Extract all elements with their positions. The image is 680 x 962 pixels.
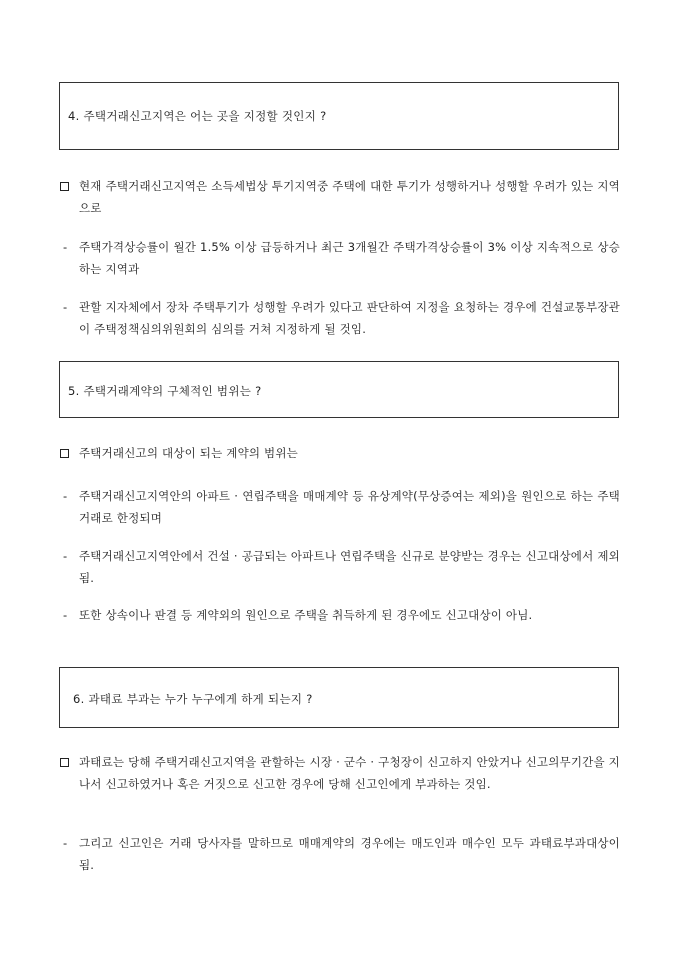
main-paragraph-5: 주택거래신고의 대상이 되는 계약의 범위는 [79, 446, 298, 460]
question-title-6: 6. 과태료 부과는 누가 누구에게 하게 되는지 ? [73, 692, 313, 706]
main-paragraph-4: 현재 주택거래신고지역은 소득세법상 투기지역중 주택에 대한 투기가 성행하거나 성행할 우려가 있는 지역으로 [79, 179, 620, 215]
dash-bullet: - [63, 489, 68, 503]
sub-paragraph-4-1: 주택가격상승률이 월간 1.5% 이상 급등하거나 최근 3개월간 주택가격상승률이 3% 이상 지속적으로 상승하는 지역과 [79, 240, 620, 276]
dash-bullet: - [63, 240, 68, 254]
sub-paragraph-5-3: 또한 상속이나 판결 등 계약외의 원인으로 주택을 취득하게 된 경우에도 신고대상이 아님. [79, 608, 533, 622]
sub-paragraph-5-1: 주택거래신고지역안의 아파트 · 연립주택을 매매계약 등 유상계약(무상증여는 제외)을 원인으로 하는 주택거래로 한정되며 [79, 489, 620, 525]
dash-bullet: - [63, 836, 68, 850]
question-box-5 [59, 361, 619, 418]
square-bullet-icon [60, 175, 69, 197]
sub-paragraph-6-1: 그리고 신고인은 거래 당사자를 말하므로 매매계약의 경우에는 매도인과 매수인 모두 과태료부과대상이 됨. [79, 836, 620, 872]
main-paragraph-6: 과태료는 당해 주택거래신고지역을 관할하는 시장 · 군수 · 구청장이 신고하지 안았거나 신고의무기간을 지나서 신고하였거나 혹은 거짓으로 신고한 경우에 당해 신고인에게 부과하는 것임. [79, 755, 620, 791]
square-bullet-icon [60, 751, 69, 773]
sub-paragraph-4-2: 관할 지자체에서 장차 주택투기가 성행할 우려가 있다고 판단하여 지정을 요청하는 경우에 건설교통부장관이 주택정책심의위원회의 심의를 거쳐 지정하게 될 것임. [79, 300, 620, 336]
dash-bullet: - [63, 549, 68, 563]
question-box-6 [59, 667, 619, 728]
dash-bullet: - [63, 300, 68, 314]
question-box-4 [59, 82, 619, 150]
dash-bullet: - [63, 608, 68, 622]
square-bullet-icon [60, 442, 69, 464]
question-title-5: 5. 주택거래계약의 구체적인 범위는 ? [68, 384, 262, 398]
sub-paragraph-5-2: 주택거래신고지역안에서 건설 · 공급되는 아파트나 연립주택을 신규로 분양받는 경우는 신고대상에서 제외됨. [79, 549, 620, 585]
question-title-4: 4. 주택거래신고지역은 어는 곳을 지정할 것인지 ? [68, 109, 327, 123]
